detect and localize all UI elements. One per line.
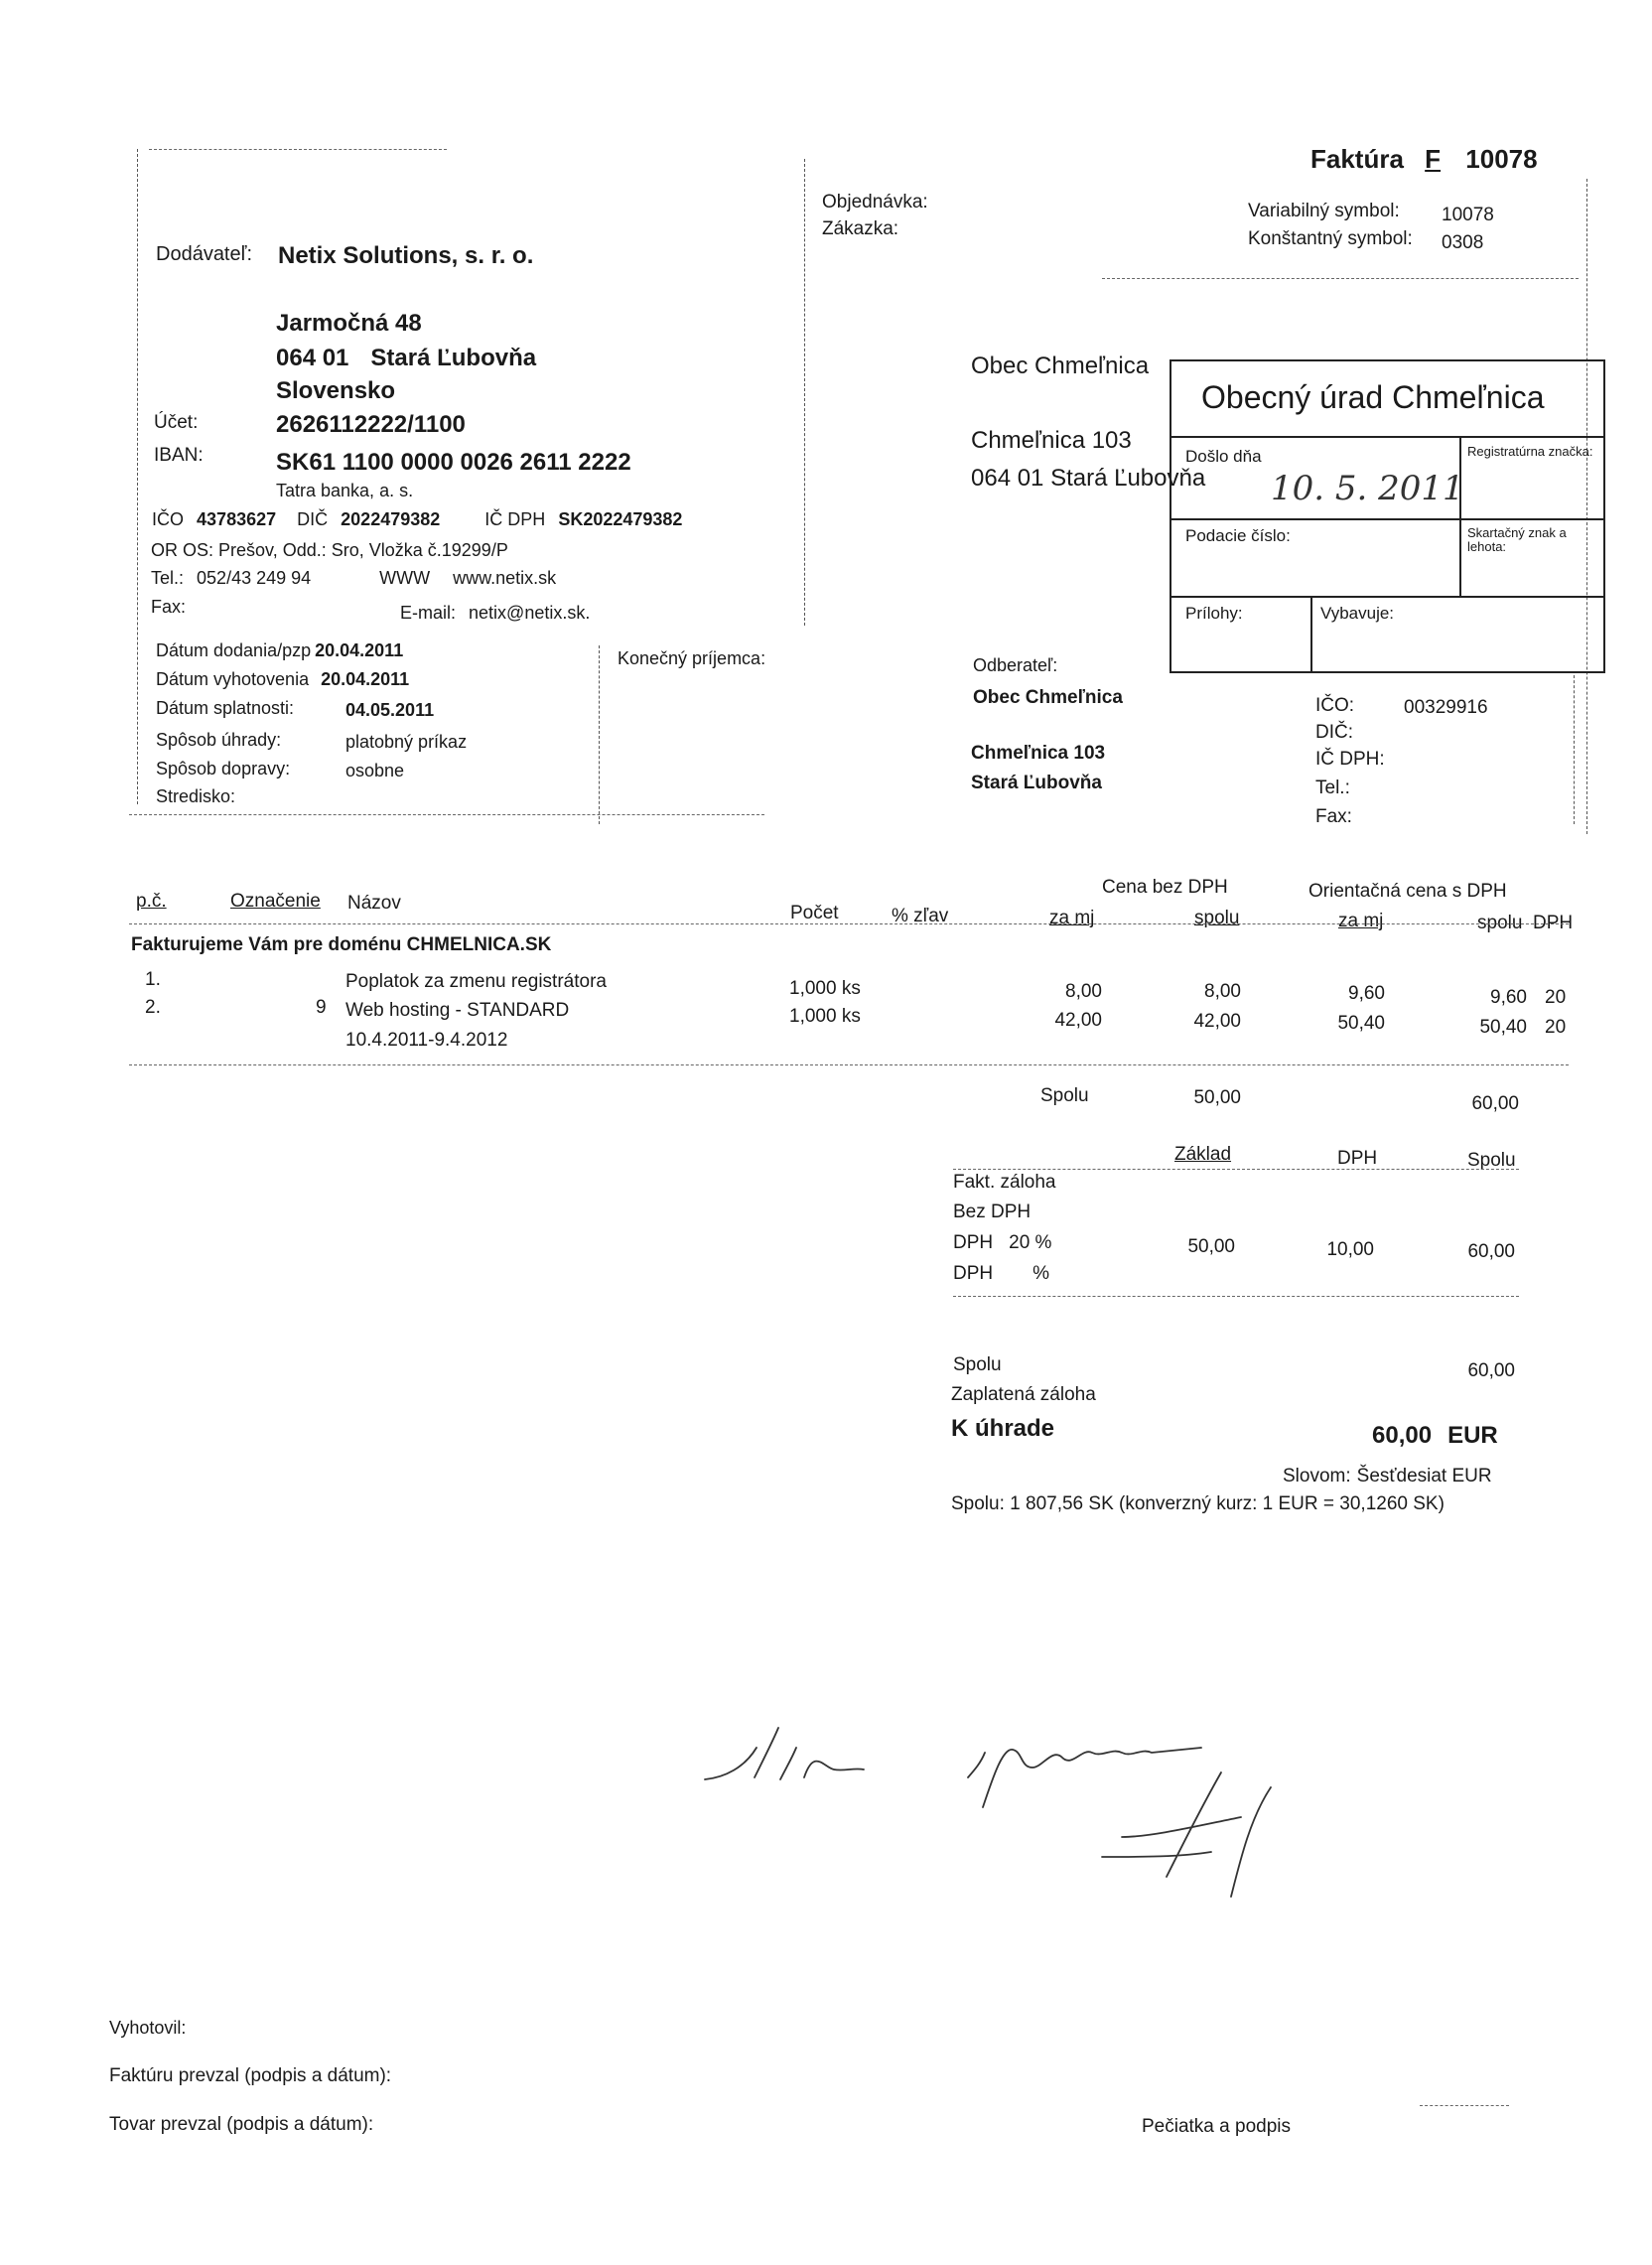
- customer-icdph-label: IČ DPH:: [1315, 749, 1385, 770]
- item-1-qty: 1,000 ks: [789, 978, 861, 999]
- item-1-price: 8,00: [1065, 981, 1102, 1002]
- totals-sk-line: Spolu: 1 807,56 SK (konverzný kurz: 1 EUR = 30,1260 SK): [951, 1493, 1445, 1514]
- recipient-city: 064 01 Stará Ľubovňa: [971, 465, 1206, 492]
- customer-dic-label: DIČ:: [1315, 722, 1353, 743]
- stamp-row-divider: [1171, 436, 1603, 438]
- customer-city: Stará Ľubovňa: [971, 773, 1102, 793]
- vat-amount: 10,00: [1326, 1239, 1374, 1260]
- item-2-pc: 2.: [145, 997, 161, 1018]
- vat-rate-row: DPH 20 %: [953, 1232, 1052, 1253]
- due-date-label: Dátum splatnosti:: [156, 698, 295, 718]
- invoice-title: Faktúra F 10078: [1310, 144, 1538, 174]
- stamp-handles-label: Vybavuje:: [1320, 604, 1395, 623]
- registry-stamp: [1170, 359, 1605, 673]
- item-2-total: 42,00: [1193, 1011, 1241, 1032]
- stamp-received-label: Došlo dňa: [1185, 447, 1262, 466]
- footer-invoice-received: Faktúru prevzal (podpis a dátum):: [109, 2065, 392, 2086]
- supplier-name: Netix Solutions, s. r. o.: [278, 242, 534, 269]
- col-spolu-vat: spolu: [1477, 913, 1523, 933]
- stamp-filing-label: Podacie číslo:: [1185, 526, 1291, 545]
- vat-col-zaklad: Základ: [1174, 1144, 1232, 1165]
- items-intro: Fakturujeme Vám pre doménu CHMELNICA.SK: [131, 934, 552, 955]
- account-number: 2626112222/1100: [276, 411, 466, 438]
- customer-street: Chmeľnica 103: [971, 743, 1106, 764]
- col-dph: DPH: [1533, 913, 1574, 933]
- stamp-row-divider: [1171, 596, 1603, 598]
- item-2-name: Web hosting - STANDARD: [345, 1000, 570, 1021]
- stamp-shred-label: Skartačný znak a lehota:: [1467, 525, 1567, 554]
- final-recipient-label: Konečný príjemca:: [618, 648, 766, 668]
- col-pc: p.č.: [136, 891, 167, 912]
- vat-bez-dph: Bez DPH: [953, 1202, 1032, 1222]
- delivery-date: Dátum dodania/pzp 20.04.2011: [156, 640, 404, 660]
- iban-label: IBAN:: [154, 445, 204, 466]
- item-1-name: Poplatok za zmenu registrátora: [345, 971, 607, 992]
- payment-method-label: Spôsob úhrady:: [156, 730, 282, 750]
- supplier-street: Jarmočná 48: [276, 310, 422, 337]
- due-date-value: 04.05.2011: [345, 700, 435, 720]
- totals-due-label: K úhrade: [951, 1415, 1055, 1442]
- items-bottom-rule: [129, 1064, 1569, 1065]
- supplier-box-left-border: [137, 149, 138, 804]
- col-zlava: % zľav: [892, 906, 949, 926]
- iban-value: SK61 1100 0000 0026 2611 2222: [276, 449, 631, 476]
- variable-symbol-label: Variabilný symbol:: [1248, 201, 1400, 221]
- item-1-total: 8,00: [1204, 981, 1241, 1002]
- bank-name: Tatra banka, a. s.: [276, 481, 414, 500]
- issue-date: Dátum vyhotovenia 20.04.2011: [156, 669, 410, 689]
- constant-symbol-label: Konštantný symbol:: [1248, 228, 1413, 249]
- center-label: Stredisko:: [156, 786, 236, 806]
- supplier-box-right-border: [804, 159, 805, 626]
- dates-box-divider: [599, 645, 600, 824]
- supplier-label: Dodávateľ:: [156, 243, 253, 265]
- supplier-country: Slovensko: [276, 377, 396, 404]
- zakazka-label: Zákazka:: [822, 218, 899, 239]
- stamp-row-divider: [1171, 518, 1603, 520]
- stamp-col-divider: [1459, 436, 1461, 596]
- item-2-qty: 1,000 ks: [789, 1006, 861, 1027]
- col-nazov: Názov: [347, 893, 401, 914]
- supplier-ids: IČO 43783627 DIČ 2022479382 IČ DPH SK2022479382: [152, 509, 683, 529]
- customer-tel-label: Tel.:: [1315, 778, 1350, 798]
- col-spolu: spolu: [1194, 908, 1240, 928]
- sum-gross: 60,00: [1471, 1093, 1519, 1114]
- handwritten-signature: [685, 1708, 1330, 1907]
- supplier-email: E-mail: netix@netix.sk.: [400, 603, 591, 623]
- sum-label: Spolu: [1040, 1085, 1089, 1106]
- customer-name: Obec Chmeľnica: [973, 687, 1123, 708]
- stamp-received-date: 10. 5. 2011: [1271, 469, 1464, 508]
- item-2-total-vat: 50,40: [1479, 1017, 1527, 1038]
- totals-due: 60,00 EUR: [1372, 1422, 1498, 1449]
- supplier-tel: Tel.: 052/43 249 94 WWW www.netix.sk: [151, 568, 557, 588]
- totals-words: Slovom: Šesťdesiat EUR: [1283, 1466, 1492, 1486]
- stamp-col-divider: [1310, 596, 1312, 671]
- totals-spolu: 60,00: [1467, 1360, 1515, 1381]
- stamp-office: Obecný úrad Chmeľnica: [1201, 379, 1545, 415]
- supplier-or: OR OS: Prešov, Odd.: Sro, Vložka č.19299/P: [151, 540, 508, 560]
- vat-col-spolu: Spolu: [1467, 1150, 1516, 1171]
- item-1-price-vat: 9,60: [1348, 983, 1385, 1004]
- sum-net: 50,00: [1193, 1087, 1241, 1108]
- supplier-fax-label: Fax:: [151, 597, 187, 617]
- vat-base: 50,00: [1187, 1236, 1235, 1257]
- item-1-pc: 1.: [145, 969, 161, 990]
- vat-fakt-zaloha: Fakt. záloha: [953, 1172, 1056, 1193]
- item-2-price-vat: 50,40: [1337, 1013, 1385, 1034]
- table-header-rule: [129, 923, 1569, 924]
- objednavka-label: Objednávka:: [822, 192, 928, 212]
- stamp-attachments-label: Prílohy:: [1185, 604, 1243, 623]
- header-rule: [149, 149, 447, 150]
- transport-label: Spôsob dopravy:: [156, 759, 291, 779]
- footer-stamp-sign: Pečiatka a podpis: [1142, 2116, 1291, 2137]
- stamp-reg-label: Registratúrna značka:: [1467, 444, 1593, 459]
- account-label: Účet:: [154, 412, 199, 433]
- customer-ico-label: IČO:: [1315, 695, 1355, 716]
- vat-bottom-rule: [953, 1296, 1519, 1297]
- footer-made-by: Vyhotovil:: [109, 2018, 187, 2038]
- recipient-street: Chmeľnica 103: [971, 427, 1132, 454]
- totals-spolu-label: Spolu: [953, 1354, 1002, 1375]
- customer-box-right-border: [1574, 675, 1575, 824]
- customer-ico: 00329916: [1404, 697, 1488, 718]
- item-2-vat: 20: [1545, 1017, 1567, 1038]
- vat-col-dph: DPH: [1337, 1148, 1378, 1169]
- constant-symbol-value: 0308: [1442, 232, 1484, 253]
- supplier-box-bottom: [129, 814, 764, 815]
- col-orientacna: Orientačná cena s DPH: [1308, 881, 1507, 902]
- vat-total: 60,00: [1467, 1241, 1515, 1262]
- variable-symbol-value: 10078: [1442, 205, 1494, 225]
- col-cena-bez-dph: Cena bez DPH: [1102, 877, 1228, 898]
- customer-fax-label: Fax:: [1315, 806, 1352, 827]
- col-za-mj: za mj: [1049, 908, 1095, 928]
- payment-method-value: platobný príkaz: [345, 732, 468, 752]
- item-2-period: 10.4.2011-9.4.2012: [345, 1030, 508, 1051]
- item-2-code: 9: [316, 997, 327, 1018]
- footer-sign-rule: [1420, 2105, 1509, 2106]
- recipient-name: Obec Chmeľnica: [971, 353, 1150, 379]
- footer-goods-received: Tovar prevzal (podpis a dátum):: [109, 2114, 374, 2135]
- transport-value: osobne: [345, 761, 405, 780]
- customer-label: Odberateľ:: [973, 655, 1058, 675]
- supplier-city-line: 064 01 Stará Ľubovňa: [276, 345, 537, 371]
- totals-paid-label: Zaplatená záloha: [951, 1384, 1096, 1405]
- col-za-mj-vat: za mj: [1338, 911, 1384, 931]
- item-2-price: 42,00: [1054, 1010, 1102, 1031]
- vat-header-rule: [953, 1169, 1519, 1170]
- symbols-rule: [1102, 278, 1579, 279]
- col-oznacenie: Označenie: [230, 891, 321, 912]
- item-1-vat: 20: [1545, 987, 1567, 1008]
- col-pocet: Počet: [790, 903, 839, 923]
- item-1-total-vat: 9,60: [1490, 987, 1527, 1008]
- vat-rate2-row: DPH %: [953, 1263, 1050, 1284]
